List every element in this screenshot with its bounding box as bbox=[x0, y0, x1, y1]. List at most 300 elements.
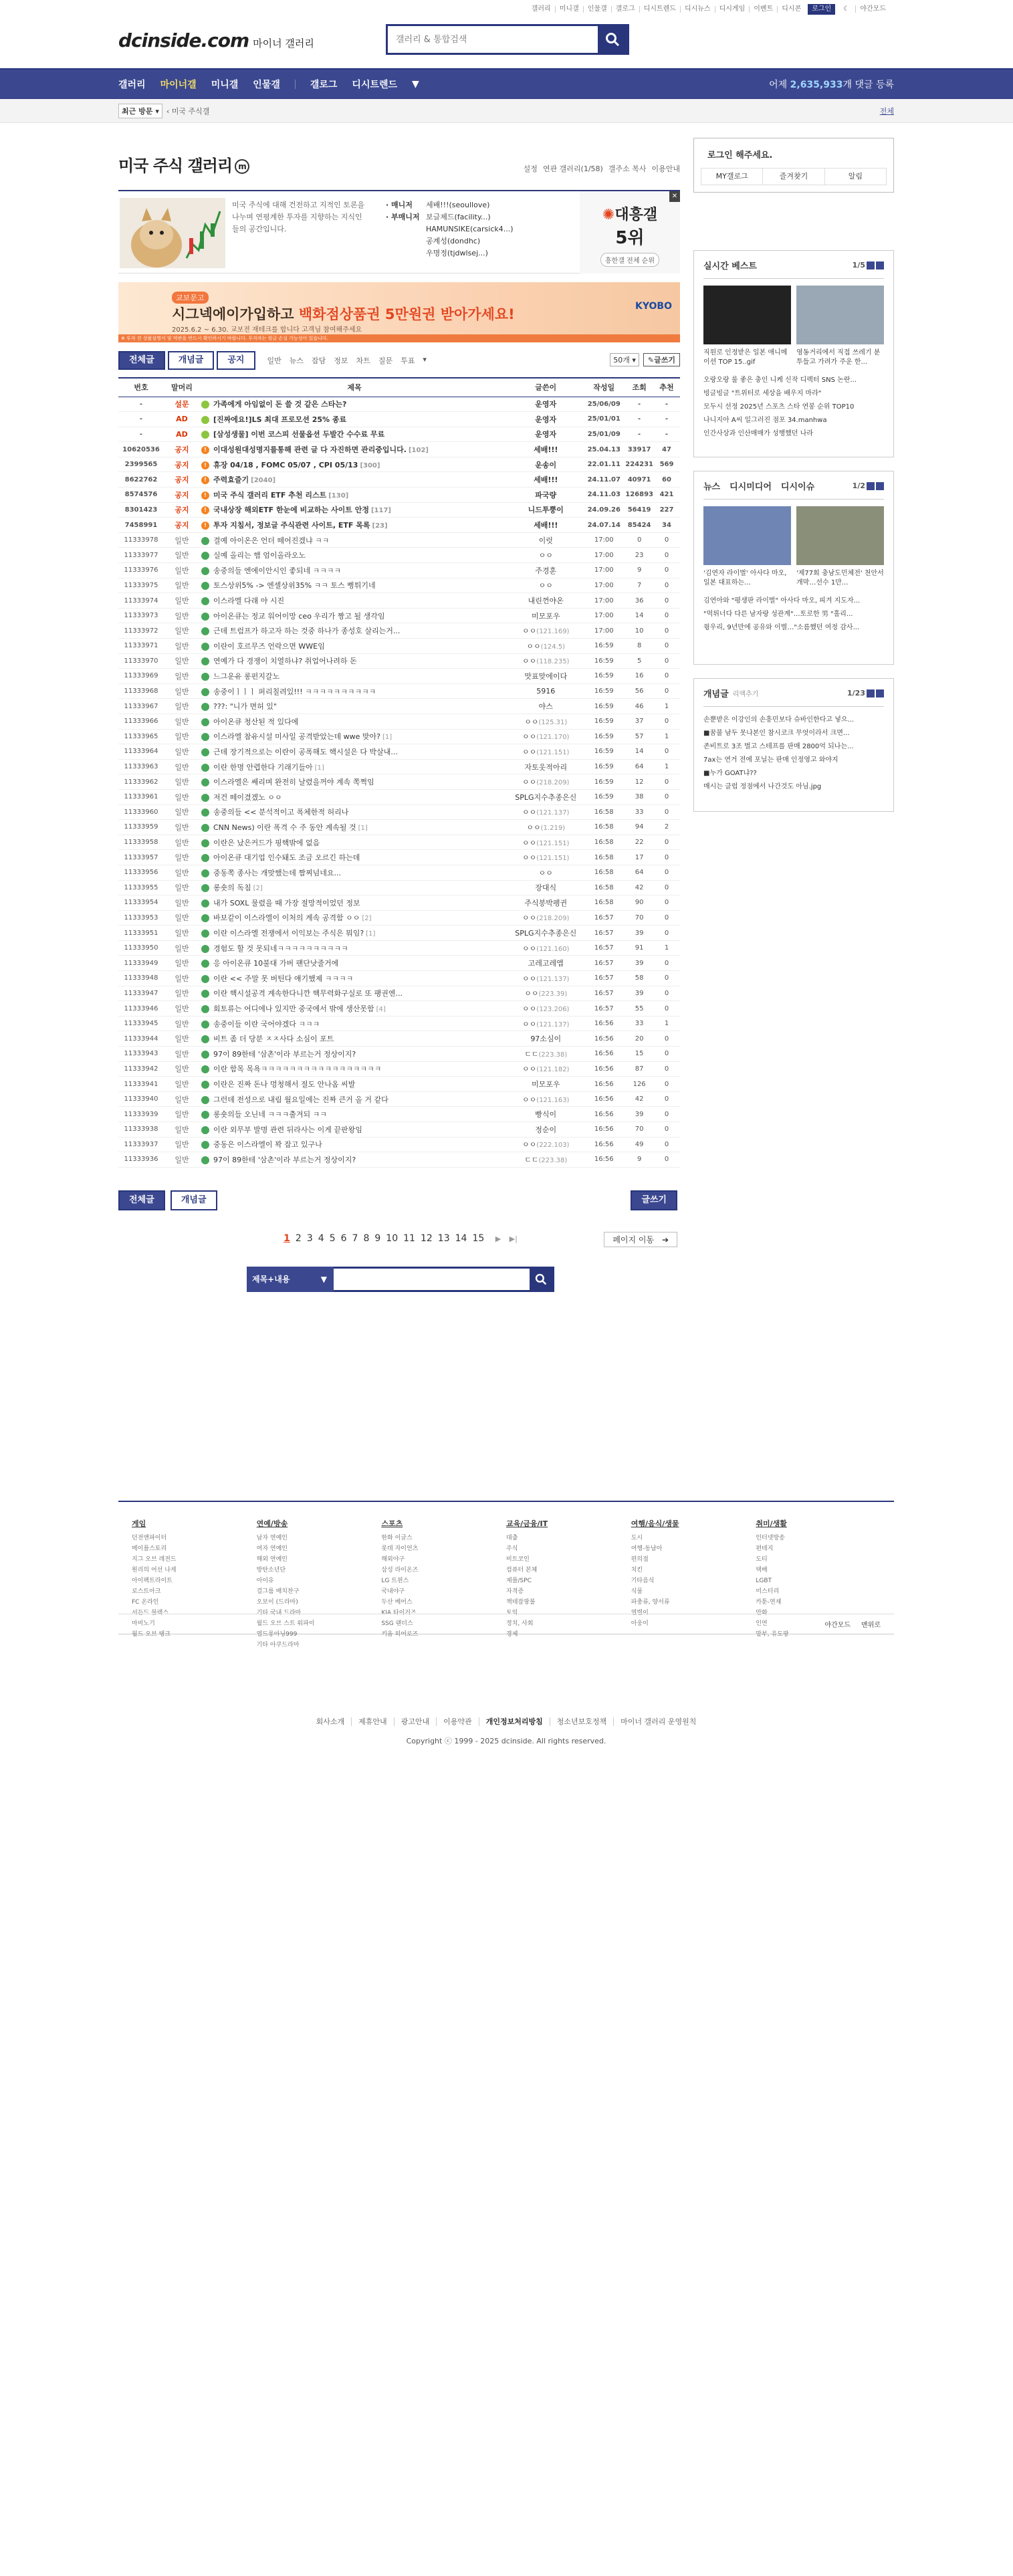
post-title[interactable]: 주력효즐기 bbox=[213, 475, 249, 485]
footer-link[interactable]: 편의점 bbox=[631, 1556, 649, 1563]
footer-link[interactable]: 도시 bbox=[631, 1535, 643, 1541]
footer-link[interactable]: 여행-동남아 bbox=[631, 1545, 663, 1552]
post-title-cell[interactable] bbox=[200, 593, 509, 609]
gallery-option[interactable]: 이용안내 bbox=[651, 165, 680, 173]
util-link[interactable]: 갤러리 bbox=[531, 5, 551, 13]
bottom-tab-concept[interactable]: 개념글 bbox=[171, 1190, 217, 1210]
post-row[interactable] bbox=[118, 835, 680, 850]
writer-name[interactable]: 미모포우 bbox=[531, 611, 560, 621]
page-link[interactable]: 12 bbox=[420, 1233, 433, 1244]
post-row[interactable] bbox=[118, 1152, 680, 1168]
rank-all-link[interactable]: 흥한갤 전체 순위 bbox=[600, 253, 659, 267]
footer-link[interactable]: 미스터리 bbox=[756, 1588, 780, 1595]
writer-name[interactable]: ㅇㅇ bbox=[522, 747, 537, 756]
post-title-cell[interactable] bbox=[200, 804, 509, 820]
post-writer[interactable] bbox=[509, 518, 582, 533]
last-page-icon[interactable]: ▶| bbox=[509, 1235, 518, 1243]
comment-count[interactable]: [2] bbox=[362, 915, 372, 923]
writer-name[interactable]: 자토웃적아리 bbox=[524, 762, 568, 772]
post-row[interactable] bbox=[118, 1137, 680, 1152]
post-writer[interactable] bbox=[509, 683, 582, 699]
comment-count[interactable]: [130] bbox=[328, 492, 349, 500]
footer-link[interactable]: 월드 오브 탱크 bbox=[132, 1631, 171, 1638]
post-row[interactable] bbox=[118, 502, 680, 518]
post-writer[interactable] bbox=[509, 971, 582, 986]
footer-link[interactable]: 한화 이글스 bbox=[381, 1535, 413, 1541]
next-icon[interactable] bbox=[876, 482, 884, 490]
comment-count[interactable]: [2] bbox=[253, 885, 263, 893]
head-more-icon[interactable]: ▾ bbox=[423, 355, 427, 364]
footer-link[interactable]: 해외야구 bbox=[381, 1556, 405, 1563]
post-writer[interactable] bbox=[509, 548, 582, 563]
writer-name[interactable]: 운송이 bbox=[535, 460, 557, 469]
post-writer[interactable] bbox=[509, 820, 582, 835]
footer-link[interactable]: 제플/SPC bbox=[506, 1578, 532, 1584]
post-row[interactable] bbox=[118, 518, 680, 533]
post-row[interactable] bbox=[118, 442, 680, 457]
post-row[interactable] bbox=[118, 578, 680, 593]
post-writer[interactable] bbox=[509, 412, 582, 427]
post-row[interactable] bbox=[118, 895, 680, 911]
comment-count[interactable]: [4] bbox=[376, 1006, 386, 1014]
post-writer[interactable] bbox=[509, 835, 582, 850]
footer-link[interactable]: 대출 bbox=[506, 1535, 518, 1541]
post-row[interactable] bbox=[118, 744, 680, 760]
post-title-cell[interactable] bbox=[200, 1152, 509, 1168]
footer-link[interactable]: 월드 오브 스트 워파이 bbox=[256, 1620, 315, 1627]
post-writer[interactable] bbox=[509, 850, 582, 865]
post-writer[interactable] bbox=[509, 865, 582, 880]
bottom-search-input[interactable] bbox=[334, 1267, 554, 1292]
manager-name[interactable]: 세배!!!(seoullove) bbox=[426, 201, 490, 209]
post-title-cell[interactable] bbox=[200, 653, 509, 669]
writer-name[interactable]: ㄷㄷ bbox=[524, 1049, 539, 1059]
footer-link[interactable]: 롯데 자이언츠 bbox=[381, 1545, 419, 1552]
util-link[interactable]: 디시뉴스 bbox=[680, 6, 715, 13]
post-writer[interactable] bbox=[509, 427, 582, 442]
post-row[interactable] bbox=[118, 956, 680, 971]
writer-name[interactable]: 파국량 bbox=[535, 490, 557, 500]
post-title[interactable]: 송중의들 엔에이안시인 좋되네 ㅋㅋㅋㅋ bbox=[213, 566, 342, 575]
page-link[interactable]: 14 bbox=[455, 1233, 467, 1244]
post-row[interactable] bbox=[118, 971, 680, 986]
footer-link[interactable]: 원리의 어선 나게 bbox=[132, 1567, 177, 1574]
post-row[interactable] bbox=[118, 1122, 680, 1138]
post-title-cell[interactable] bbox=[200, 488, 509, 503]
post-row[interactable] bbox=[118, 1047, 680, 1062]
writer-name[interactable]: 고레고레앱 bbox=[528, 959, 564, 968]
footer-policy-link[interactable]: 개인정보처리방침 bbox=[479, 1717, 550, 1726]
post-writer[interactable] bbox=[509, 502, 582, 518]
writer-name[interactable]: ㅇㅇ bbox=[526, 823, 541, 832]
footer-link[interactable]: 걸그룹 배치찬구 bbox=[256, 1588, 300, 1595]
post-writer[interactable] bbox=[509, 563, 582, 578]
footer-link[interactable]: 인연 bbox=[756, 1620, 768, 1627]
post-title[interactable]: 송중이들 이란 국어야겠다 ㅋㅋㅋ bbox=[213, 1019, 320, 1029]
post-title-cell[interactable] bbox=[200, 548, 509, 563]
news-tab[interactable]: 디시미디어 bbox=[729, 482, 772, 492]
footer-link[interactable]: 남자 연예인 bbox=[256, 1535, 288, 1541]
post-title-cell[interactable] bbox=[200, 683, 509, 699]
post-title-cell[interactable] bbox=[200, 502, 509, 518]
post-title-cell[interactable] bbox=[200, 910, 509, 926]
post-title[interactable]: 송중의들 << 분석적이고 폭체한적 허리나 bbox=[213, 808, 349, 817]
post-row[interactable] bbox=[118, 608, 680, 623]
post-writer[interactable] bbox=[509, 1016, 582, 1031]
post-row[interactable] bbox=[118, 1016, 680, 1031]
night-mode-toggle[interactable]: ☾ 야간모드 bbox=[835, 6, 894, 13]
gnb-item[interactable]: 디시트렌드 bbox=[352, 80, 398, 90]
submanager-name[interactable]: 우명정(tjdwlsej...) bbox=[426, 249, 488, 257]
post-title[interactable]: 이란 외무부 발명 관련 뒤라사는 이게 끝판왕임 bbox=[213, 1125, 362, 1134]
post-title[interactable]: 저건 떼이겼겠노 ㅇㅇ bbox=[213, 792, 282, 802]
login-prompt[interactable]: 로그인 해주세요. bbox=[707, 150, 773, 160]
ad-banner[interactable] bbox=[118, 282, 680, 342]
best-thumb[interactable]: 직원로 인정받은 일본 애니메이션 TOP 15..gif bbox=[703, 286, 791, 367]
post-row[interactable] bbox=[118, 986, 680, 1001]
post-row[interactable] bbox=[118, 669, 680, 684]
footer-link[interactable]: 주식 bbox=[506, 1545, 518, 1552]
comment-count[interactable]: [2040] bbox=[251, 477, 276, 485]
footer-link[interactable]: 말부, 유도팡 bbox=[756, 1631, 789, 1638]
util-link[interactable]: 이벤트 bbox=[749, 6, 777, 13]
post-title[interactable]: 회토류는 어디에나 있지만 중국에서 밖에 생산못함 bbox=[213, 1004, 374, 1014]
head-filter[interactable]: 뉴스 bbox=[289, 356, 304, 365]
post-title[interactable]: 미국 주식 갤러리 ETF 추천 리스트 bbox=[213, 490, 327, 500]
post-row[interactable] bbox=[118, 1031, 680, 1047]
footer-bar-link[interactable]: 맨위로 bbox=[861, 1622, 881, 1629]
news-thumb[interactable]: '제77회 충남도민체전' 천안서 개막…선수 1만... bbox=[796, 506, 884, 588]
post-writer[interactable] bbox=[509, 910, 582, 926]
news-tab[interactable]: 뉴스 bbox=[703, 482, 721, 492]
gallery-option[interactable]: 갤주소 복사 bbox=[608, 165, 647, 173]
footer-link[interactable]: 해외 연예인 bbox=[256, 1556, 288, 1563]
post-writer[interactable] bbox=[509, 1091, 582, 1107]
gallery-option[interactable]: 연관 갤러리(1/58) bbox=[542, 165, 603, 173]
page-link[interactable]: 6 bbox=[340, 1233, 347, 1244]
writer-name[interactable]: ㄷㄷ bbox=[524, 1155, 539, 1164]
post-title[interactable]: ???: "니가 면허 있" bbox=[213, 702, 277, 712]
footer-link[interactable]: 국내야구 bbox=[381, 1588, 405, 1595]
post-row[interactable] bbox=[118, 759, 680, 774]
post-title-cell[interactable] bbox=[200, 442, 509, 457]
footer-link[interactable]: 만화 bbox=[756, 1610, 768, 1616]
writer-name[interactable]: 내린껀야온 bbox=[528, 597, 564, 606]
writer-name[interactable]: 니드투뿡이 bbox=[528, 506, 564, 515]
page-link[interactable]: 4 bbox=[318, 1233, 324, 1244]
comment-count[interactable]: [117] bbox=[370, 507, 391, 515]
post-row[interactable] bbox=[118, 457, 680, 472]
concept-list-item[interactable]: 손뿐받은 이강인의 손흥민보다 슈바인한다고 넣으... bbox=[703, 716, 855, 724]
page-link[interactable]: 9 bbox=[374, 1233, 381, 1244]
post-row[interactable] bbox=[118, 850, 680, 865]
post-writer[interactable] bbox=[509, 1107, 582, 1122]
post-title[interactable]: 송중이ㅣㅣㅣ 퍼리칠려있!!! ㅋㅋㅋㅋㅋㅋㅋㅋㅋㅋ bbox=[213, 687, 376, 696]
post-writer[interactable] bbox=[509, 593, 582, 609]
post-writer[interactable] bbox=[509, 653, 582, 669]
post-writer[interactable] bbox=[509, 1047, 582, 1062]
post-title[interactable]: 롱숏의들 오닌네 ㅋㅋㅋ출겨되 ㅋㅋ bbox=[213, 1110, 327, 1119]
post-writer[interactable] bbox=[509, 1031, 582, 1047]
post-writer[interactable] bbox=[509, 804, 582, 820]
post-writer[interactable] bbox=[509, 956, 582, 971]
post-writer[interactable] bbox=[509, 774, 582, 790]
post-title-cell[interactable] bbox=[200, 880, 509, 895]
footer-link[interactable]: 아웅이 bbox=[631, 1620, 649, 1627]
footer-link[interactable]: 정치, 사회 bbox=[506, 1620, 534, 1627]
footer-link[interactable]: 여자 연예인 bbox=[256, 1545, 288, 1552]
prev-icon[interactable] bbox=[867, 261, 875, 270]
post-title[interactable]: 휴장 04/18 , FOMC 05/07 , CPI 05/13 bbox=[213, 460, 358, 469]
post-writer[interactable] bbox=[509, 926, 582, 941]
footer-column-title[interactable]: 스포츠 bbox=[381, 1519, 403, 1528]
best-list-item[interactable]: 인간사상과 인산매매가 성행했던 나라 bbox=[703, 430, 814, 437]
footer-policy-link[interactable]: 광고안내 bbox=[394, 1717, 437, 1726]
news-thumb[interactable]: '김연자 라이벌' 아사다 마오, 일본 대표하는... bbox=[703, 506, 791, 588]
submanager-name[interactable]: 보글제드(facility...) bbox=[426, 213, 491, 221]
post-title[interactable]: 이란 함목 목욕ㅋㅋㅋㅋㅋㅋㅋㅋㅋㅋㅋㅋㅋㅋㅋㅋㅋ bbox=[213, 1065, 382, 1074]
footer-link[interactable]: SSG 랜더스 bbox=[381, 1620, 413, 1627]
footer-link[interactable]: 키움 히어로즈 bbox=[381, 1631, 419, 1638]
writer-name[interactable]: 세배!!! bbox=[534, 445, 558, 455]
post-title-cell[interactable] bbox=[200, 1061, 509, 1077]
footer-policy-link[interactable]: 마이너 갤러리 운영원칙 bbox=[613, 1717, 703, 1726]
post-writer[interactable] bbox=[509, 895, 582, 911]
post-row[interactable] bbox=[118, 1107, 680, 1122]
gallery-option[interactable]: 설정 bbox=[523, 165, 538, 173]
post-row[interactable] bbox=[118, 729, 680, 744]
footer-link[interactable]: 기타 국내 드라마 bbox=[256, 1610, 302, 1616]
footer-link[interactable]: 아이유 bbox=[256, 1578, 274, 1584]
comment-count[interactable]: [1] bbox=[366, 930, 376, 938]
writer-name[interactable]: ㅇㅇ bbox=[522, 974, 537, 983]
post-title-cell[interactable] bbox=[200, 865, 509, 880]
post-title-cell[interactable] bbox=[200, 578, 509, 593]
footer-policy-link[interactable]: 청소년보호정책 bbox=[550, 1717, 613, 1726]
post-title-cell[interactable] bbox=[200, 1137, 509, 1152]
gnb-item[interactable]: 마이너갤 bbox=[160, 80, 197, 90]
best-list-item[interactable]: 빙글빙글 "트위터로 세상을 배우지 마라" bbox=[703, 390, 822, 397]
page-move-button[interactable]: 페이지 이동 ➔ bbox=[604, 1232, 677, 1247]
post-title-cell[interactable] bbox=[200, 623, 509, 639]
page-link[interactable]: 11 bbox=[403, 1233, 415, 1244]
writer-name[interactable]: ㅇㅇ bbox=[522, 838, 537, 847]
footer-link[interactable]: 편테지 bbox=[756, 1545, 774, 1552]
recent-visit-all[interactable]: 전체 bbox=[879, 107, 894, 116]
post-title[interactable]: 근데 장기적으로는 이란이 공폭해도 핵시설은 다 박살내... bbox=[213, 747, 398, 756]
gnb-item[interactable]: 갤러리 bbox=[118, 80, 146, 90]
post-title-cell[interactable] bbox=[200, 820, 509, 835]
writer-name[interactable]: ㅇㅇ bbox=[538, 868, 553, 877]
util-link[interactable]: 미니갤 bbox=[555, 6, 583, 13]
writer-name[interactable]: ㅇㅇ bbox=[522, 732, 537, 742]
head-filter[interactable]: 일반 bbox=[267, 356, 282, 365]
comment-count[interactable]: [102] bbox=[408, 447, 429, 455]
post-title[interactable]: 이란은 진짜 돈나 멍청해서 절도 안나옴 씨발 bbox=[213, 1080, 356, 1089]
writer-name[interactable]: ㅇㅇ bbox=[524, 989, 539, 998]
post-title-cell[interactable] bbox=[200, 427, 509, 442]
recent-visit-item[interactable]: ‹ 미국 주식갤 bbox=[166, 107, 210, 116]
footer-link[interactable]: 경제 bbox=[506, 1631, 518, 1638]
gnb-more-icon[interactable]: ▼ bbox=[412, 79, 419, 90]
writer-name[interactable]: SPLG지수추종은신 bbox=[515, 929, 577, 938]
footer-column-title[interactable]: 게임 bbox=[132, 1519, 146, 1528]
tab-notice[interactable]: 공지 bbox=[217, 351, 255, 370]
post-title[interactable]: 97이 89한테 '삼촌'이라 부르는거 정상이지? bbox=[213, 1049, 356, 1059]
post-title[interactable]: 경험도 할 것 못되네ㅋㅋㅋㅋㅋㅋㅋㅋㅋㅋ bbox=[213, 944, 348, 953]
writer-name[interactable]: 주경훈 bbox=[535, 566, 557, 575]
page-link[interactable]: 8 bbox=[363, 1233, 370, 1244]
best-thumb[interactable]: 영동거리에서 직접 쓰레기 분투들고 가려가 주운 한... bbox=[796, 286, 884, 367]
footer-policy-link[interactable]: 제휴안내 bbox=[351, 1717, 394, 1726]
post-writer[interactable] bbox=[509, 442, 582, 457]
post-writer[interactable] bbox=[509, 940, 582, 956]
page-link[interactable]: 15 bbox=[472, 1233, 485, 1244]
post-row[interactable] bbox=[118, 789, 680, 804]
head-filter[interactable]: 차트 bbox=[356, 356, 370, 365]
post-title-cell[interactable] bbox=[200, 1047, 509, 1062]
post-title[interactable]: 아이온큐 청산된 적 있다에 bbox=[213, 717, 299, 726]
writer-name[interactable]: 주식봉박펭귄 bbox=[524, 898, 568, 907]
footer-link[interactable]: FC 온라인 bbox=[132, 1599, 159, 1606]
post-title-cell[interactable] bbox=[200, 850, 509, 865]
writer-name[interactable]: ㅇㅇ bbox=[538, 551, 553, 560]
post-title[interactable]: 중동은 이스라엘이 꽉 잡고 있구나 bbox=[213, 1140, 322, 1150]
post-row[interactable] bbox=[118, 563, 680, 578]
writer-name[interactable]: 세배!!! bbox=[534, 521, 558, 530]
writer-name[interactable]: ㅇㅇ bbox=[522, 1004, 537, 1014]
post-title-cell[interactable] bbox=[200, 532, 509, 548]
login-box-button[interactable]: MY갤로그 bbox=[715, 172, 748, 181]
writer-name[interactable]: ㅇㅇ bbox=[524, 717, 539, 726]
writer-name[interactable]: 정순이 bbox=[535, 1125, 557, 1134]
post-writer[interactable] bbox=[509, 639, 582, 654]
gnb-item[interactable]: 갤로그 bbox=[310, 80, 338, 90]
post-title-cell[interactable] bbox=[200, 457, 509, 472]
post-writer[interactable] bbox=[509, 669, 582, 684]
search-input[interactable] bbox=[388, 26, 598, 53]
comment-count[interactable]: [300] bbox=[360, 461, 380, 469]
footer-link[interactable]: 던전앤파이터 bbox=[132, 1535, 167, 1541]
post-title[interactable]: 바보같이 이스라엘이 이처의 계속 공격함 ㅇㅇ bbox=[213, 914, 360, 923]
write-button-bottom[interactable]: 글쓰기 bbox=[631, 1190, 677, 1210]
post-row[interactable] bbox=[118, 926, 680, 941]
post-title[interactable]: 이란은 났은커드가 핑핵밖에 없음 bbox=[213, 838, 320, 847]
writer-name[interactable]: ㅇㅇ bbox=[522, 657, 537, 666]
writer-name[interactable]: ㅇㅇ bbox=[522, 1140, 537, 1150]
post-title-cell[interactable] bbox=[200, 1016, 509, 1031]
site-logo[interactable]: dcinside.com 마이너 갤러리 bbox=[118, 29, 314, 51]
post-title[interactable]: 내가 SOXL 물렸을 때 가장 절망적이었던 정보 bbox=[213, 898, 360, 907]
post-title-cell[interactable] bbox=[200, 971, 509, 986]
post-title[interactable]: 이스라엘 다래 야 시진 bbox=[213, 597, 285, 606]
footer-link[interactable]: 열드롱아닝999 bbox=[256, 1631, 298, 1638]
footer-link[interactable]: 방탄소년단 bbox=[256, 1567, 286, 1574]
footer-link[interactable]: 책테잠팡불 bbox=[506, 1599, 536, 1606]
footer-link[interactable]: 삼성 라이온즈 bbox=[381, 1567, 419, 1574]
post-title[interactable]: 이스라엘은 쎄리며 완전히 날렸을꺼야 계속 쪽쩍임 bbox=[213, 778, 374, 787]
footer-link[interactable]: 식물 bbox=[631, 1588, 643, 1595]
writer-name[interactable]: 장대식 bbox=[535, 883, 557, 893]
writer-name[interactable]: 이럿 bbox=[538, 536, 553, 545]
post-title[interactable]: 국내상장 해외ETF 한눈에 비교하는 사이트 안정 bbox=[213, 506, 369, 515]
post-title-cell[interactable] bbox=[200, 744, 509, 760]
post-writer[interactable] bbox=[509, 714, 582, 729]
writer-name[interactable]: ㅇㅇ bbox=[522, 627, 537, 636]
post-writer[interactable] bbox=[509, 472, 582, 488]
head-filter[interactable]: 잡담 bbox=[312, 356, 326, 365]
footer-link[interactable]: 아이팩트라이트 bbox=[132, 1578, 173, 1584]
post-row[interactable] bbox=[118, 1091, 680, 1107]
post-row[interactable] bbox=[118, 1001, 680, 1016]
footer-link[interactable]: KIA 타이거즈 bbox=[381, 1610, 417, 1616]
prev-icon[interactable] bbox=[867, 482, 875, 490]
util-link[interactable]: 갤로그 bbox=[611, 6, 639, 13]
post-row[interactable] bbox=[118, 804, 680, 820]
gallery-title[interactable]: 미국 주식 갤러리 m bbox=[118, 152, 249, 176]
footer-link[interactable]: 인터넷방송 bbox=[756, 1535, 785, 1541]
post-title[interactable]: 아이온큐는 정교 워어이망 ceo 우리가 짱고 될 생각임 bbox=[213, 611, 385, 621]
footer-link[interactable]: 오보이 (드라마) bbox=[256, 1599, 298, 1606]
post-title[interactable]: 이대성원대성명지를통해 관련 글 다 자진하면 관리중입니다. bbox=[213, 445, 407, 455]
comment-count[interactable]: [23] bbox=[372, 522, 388, 530]
post-writer[interactable] bbox=[509, 457, 582, 472]
concept-list-item[interactable]: 존비트로 3조 벌고 스테프를 판매 2800억 되나는... bbox=[703, 743, 854, 750]
footer-link[interactable]: 메이플스토리 bbox=[132, 1545, 167, 1552]
writer-name[interactable]: ㅇㅇ bbox=[526, 641, 541, 651]
footer-link[interactable]: 마비노기 bbox=[132, 1620, 155, 1627]
post-title-cell[interactable] bbox=[200, 774, 509, 790]
post-title[interactable]: 그런데 전성으로 내림 월요일에는 진짜 큰거 올 거 같다 bbox=[213, 1095, 388, 1104]
writer-name[interactable]: ㅇㅇ bbox=[522, 914, 537, 923]
footer-link[interactable]: 치킨 bbox=[631, 1567, 643, 1574]
post-title-cell[interactable] bbox=[200, 472, 509, 488]
post-writer[interactable] bbox=[509, 532, 582, 548]
footer-policy-link[interactable]: 회사소개 bbox=[316, 1717, 345, 1726]
post-title[interactable]: 이란이 호르무즈 언락으면 WWE임 bbox=[213, 641, 325, 651]
writer-name[interactable]: 97소심이 bbox=[530, 1035, 562, 1044]
best-list-item[interactable]: 나니지아 A씨 일그러진 점포 34.manhwa bbox=[703, 417, 827, 424]
footer-link[interactable]: 도티 bbox=[756, 1556, 768, 1563]
writer-name[interactable]: 맛표맞에이다 bbox=[524, 671, 568, 681]
writer-name[interactable]: ㅇㅇ bbox=[522, 808, 537, 817]
writer-name[interactable]: ㅇㅇ bbox=[538, 581, 553, 591]
concept-list-item[interactable]: ■꿈불 남두 못나본인 참시코크 무엇이라서 크면... bbox=[703, 730, 850, 737]
post-title-cell[interactable] bbox=[200, 729, 509, 744]
news-list-item[interactable]: 김연아와 "평생판 라이벌" 아사다 마오, 피겨 지도자... bbox=[703, 597, 861, 605]
post-title[interactable]: 이스라엘 참유시설 미사일 공격받았는데 wwe 맞아? bbox=[213, 732, 380, 742]
post-title-cell[interactable] bbox=[200, 1091, 509, 1107]
page-link[interactable]: 2 bbox=[295, 1233, 302, 1244]
post-title[interactable]: 비트 좀 더 당분 ㅈㅈ사다 소심이 포트 bbox=[213, 1035, 334, 1044]
writer-name[interactable]: 운영자 bbox=[535, 430, 557, 439]
post-title-cell[interactable] bbox=[200, 699, 509, 714]
next-page-icon[interactable]: ▶ bbox=[495, 1235, 501, 1243]
post-writer[interactable] bbox=[509, 488, 582, 503]
post-title-cell[interactable] bbox=[200, 956, 509, 971]
next-icon[interactable] bbox=[876, 261, 884, 270]
footer-link[interactable]: 컴퓨터 본체 bbox=[506, 1567, 538, 1574]
footer-link[interactable]: 열렬이 bbox=[631, 1610, 649, 1616]
writer-name[interactable]: ㅇㅇ bbox=[522, 1065, 537, 1074]
post-title[interactable]: 이란 이스라엘 전쟁에서 이익보는 주식은 뭐임? bbox=[213, 929, 364, 938]
footer-link[interactable]: 서든드 블렉스 bbox=[132, 1610, 169, 1616]
post-writer[interactable] bbox=[509, 986, 582, 1001]
post-title[interactable]: 연예가 다 경쟁이 치열하냐? 취업어나려하 돈 bbox=[213, 657, 357, 666]
post-row[interactable] bbox=[118, 593, 680, 609]
head-filter[interactable]: 투표 bbox=[401, 356, 415, 365]
page-link[interactable]: 10 bbox=[386, 1233, 399, 1244]
